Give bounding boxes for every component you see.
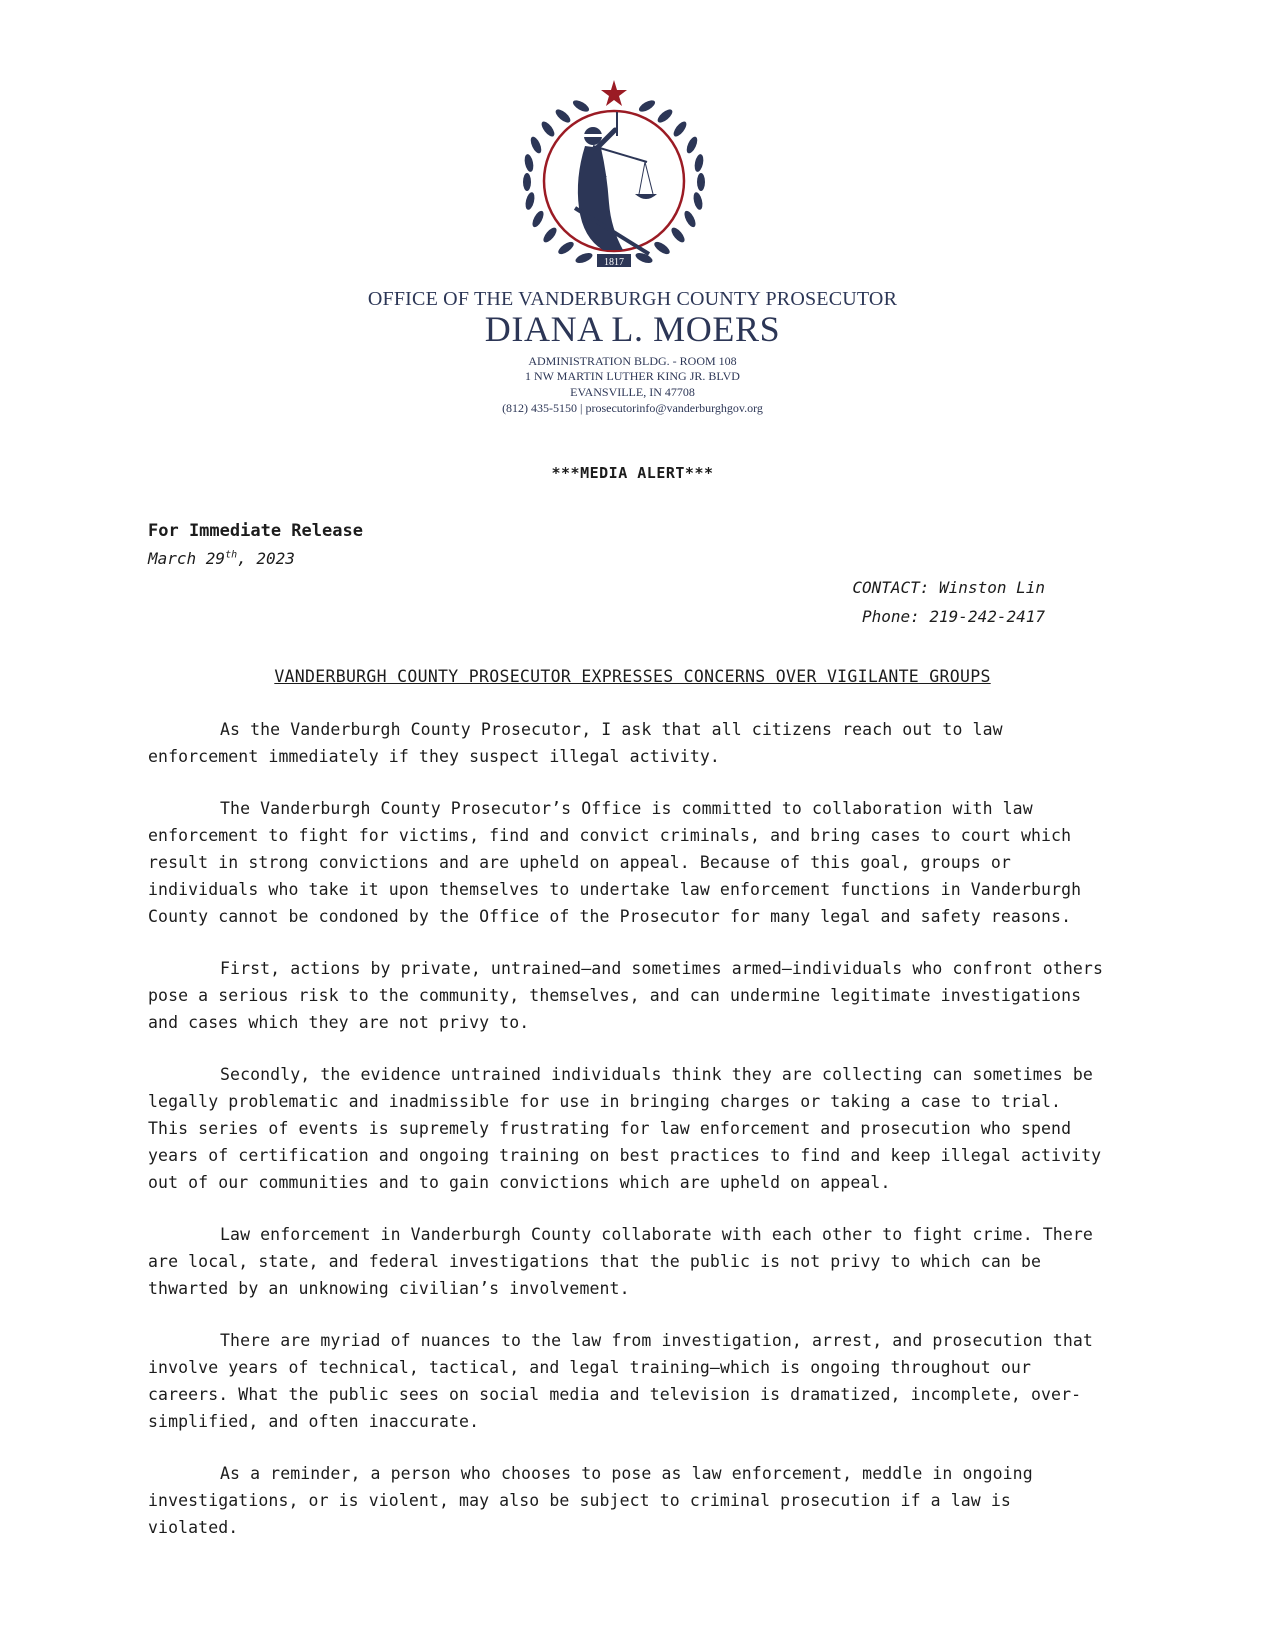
star-icon [601, 80, 627, 106]
lady-justice-icon [575, 112, 657, 254]
contact-name: CONTACT: Winston Lin [852, 578, 1045, 597]
release-date [148, 549, 295, 568]
paragraph: First, actions by private, untrained—and sometimes armed—individuals who confront others pose a serious risk to the community, themselves, and can undermine legitimate investigations and cases which they are not privy to. [148, 959, 1103, 1032]
paragraph: Law enforcement in Vanderburgh County collaborate with each other to fight crime. There are local, state, and federal investigations that the public is not privy to which can be thwarted by an unknowing civilian’s involvement. [148, 1225, 1093, 1298]
paragraph: As a reminder, a person who chooses to pose as law enforcement, meddle in ongoing investigations, or is violent, may also be subject to criminal prosecution if a law is violated. [148, 1464, 1033, 1537]
phone-email-line: (812) 435-5150 | prosecutorinfo@vanderburghgov.org [502, 401, 763, 415]
contact-block [852, 573, 1045, 631]
address-line-3: EVANSVILLE, IN 47708 [570, 385, 695, 399]
laurel-wreath-right-icon [634, 98, 705, 265]
date-year: , 2023 [237, 549, 295, 568]
paragraph: Secondly, the evidence untrained individuals think they are collecting can sometimes be legally problematic and inadmissible for use in bringing charges or taking a case to trial. This series of events is supremely frustrating for law enforcement and prosecution who spend years of certification and ongoing training on best practices to find and keep illegal activity out of our communities and to gain convictions which are upheld on appeal. [148, 1065, 1102, 1192]
contact-phone: Phone: 219-242-2417 [861, 607, 1045, 626]
address-line-2: 1 NW MARTIN LUTHER KING JR. BLVD [525, 369, 740, 383]
address-line-1: ADMINISTRATION BLDG. - ROOM 108 [528, 354, 737, 368]
headline: VANDERBURGH COUNTY PROSECUTOR EXPRESSES CONCERNS OVER VIGILANTE GROUPS [274, 667, 991, 686]
paragraph: There are myriad of nuances to the law from investigation, arrest, and prosecution that involve years of technical, tactical, and legal training—which is ongoing throughout our careers. What the public sees on social media and television is dramatized, incomplete, over-simplified, and often inaccurate. [148, 1331, 1093, 1431]
media-alert-banner: ***MEDIA ALERT*** [551, 464, 714, 482]
paragraph: The Vanderburgh County Prosecutor’s Office is committed to collaboration with law enforcement to fight for victims, find and convict criminals, and bring cases to court which result in strong convictions and are upheld on appeal. Because of this goal, groups or individuals who take it upon themselves to undertake law enforcement functions in Vanderburgh County cannot be condoned by the Office of the Prosecutor for many legal and safety reasons. [148, 799, 1082, 926]
seal-year: 1817 [604, 257, 624, 268]
release-label: For Immediate Release [148, 521, 363, 541]
paragraph: As the Vanderburgh County Prosecutor, I ask that all citizens reach out to law enforcement immediately if they suspect illegal activity. [148, 720, 1003, 766]
date-main: March 29 [148, 549, 226, 568]
prosecutor-name: DIANA L. MOERS [484, 309, 781, 349]
prosecutor-seal-logo [511, 78, 717, 282]
date-suffix: th [225, 549, 238, 561]
office-title: OFFICE OF THE VANDERBURGH COUNTY PROSECUTOR [367, 288, 898, 310]
